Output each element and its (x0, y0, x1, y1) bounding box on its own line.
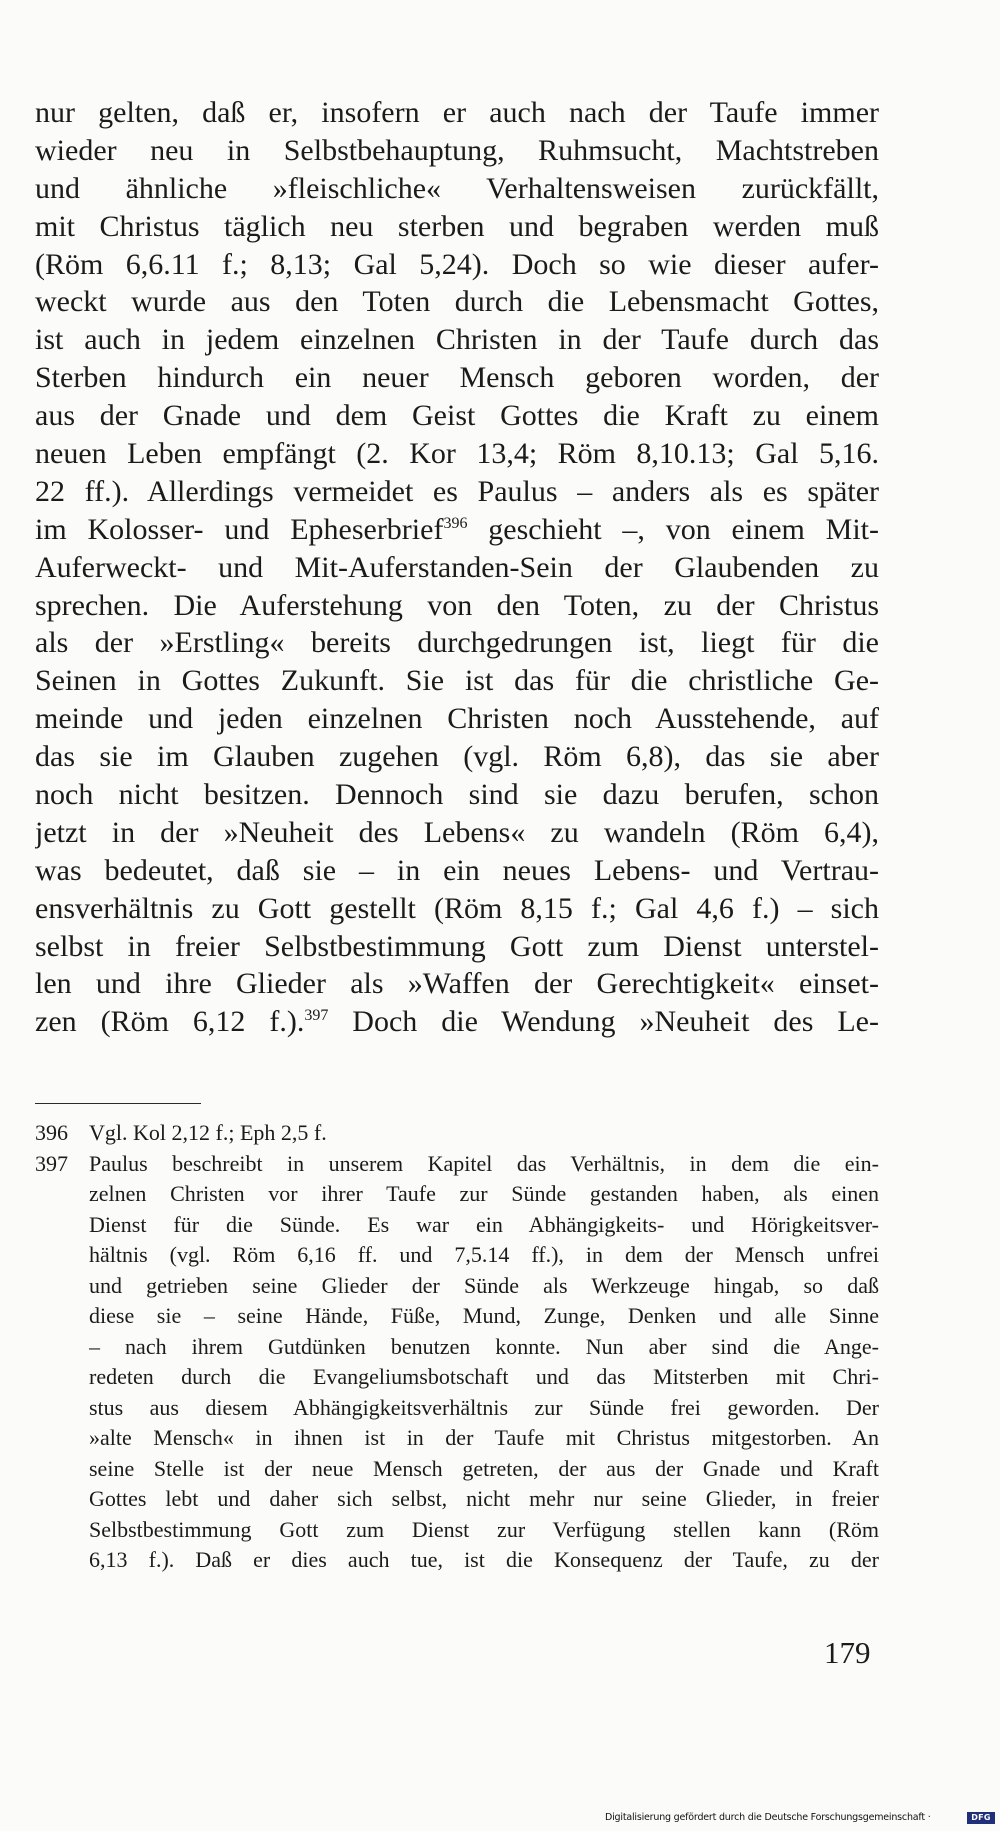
footnote-line: – nach ihrem Gutdünken benutzen konnte. Nun aber sind die Ange- (89, 1333, 879, 1359)
footnote-line: diese sie – seine Hände, Füße, Mund, Zunge, Denken und alle Sinne (89, 1303, 879, 1328)
main-text-line: wieder neu in Selbstbehauptung, Ruhmsucht, Machtstreben (35, 133, 879, 167)
main-text-line: ist auch in jedem einzelnen Christen in der Taufe durch das (35, 323, 879, 357)
main-text-line: noch nicht besitzen. Dennoch sind sie dazu berufen, schon (35, 778, 879, 812)
footnote-line: Vgl. Kol 2,12 f.; Eph 2,5 f. (89, 1120, 327, 1145)
line-text: im Kolosser- und Epheserbrief (35, 512, 444, 546)
main-text-line: Sterben hindurch ein neuer Mensch geboren worden, der (35, 361, 879, 395)
footnote-line: Gottes lebt und daher sich selbst, nicht mehr nur seine Glieder, in freier (89, 1486, 879, 1511)
footnote-line: Dienst für die Sünde. Es war ein Abhängigkeits- und Hörigkeitsver- (89, 1211, 879, 1237)
footnote-reference-396[interactable]: 396 (443, 514, 468, 532)
main-text-line: das sie im Glauben zugehen (vgl. Röm 6,8), das sie aber (35, 740, 879, 774)
main-text-line: mit Christus täglich neu sterben und begraben werden muß (35, 209, 879, 243)
footnote-number: 396 (35, 1120, 68, 1145)
main-text-line: 22 ff.). Allerdings vermeidet es Paulus – anders als es später (35, 474, 879, 508)
main-text-block (35, 94, 879, 1041)
main-text-line: Seinen in Gottes Zukunft. Sie ist das für die christliche Ge- (35, 664, 879, 698)
footnote-397 (35, 1149, 879, 1576)
main-text-line: als der »Erstling« bereits durchgedrungen ist, liegt für die (35, 626, 879, 660)
footnote-number: 397 (35, 1150, 68, 1176)
main-text-line: sprechen. Die Auferstehung von den Toten, zu der Christus (35, 588, 879, 622)
footnote-reference-397[interactable]: 397 (304, 1007, 329, 1025)
main-text-line: meinde und jeden einzelnen Christen noch Ausstehende, auf (35, 702, 879, 736)
main-text-line: aus der Gnade und dem Geist Gottes die Kraft zu einem (35, 399, 879, 433)
page-number: 179 (824, 1635, 871, 1670)
main-text-line: jetzt in der »Neuheit des Lebens« zu wandeln (Röm 6,4), (35, 815, 879, 849)
digitization-credit: Digitalisierung gefördert durch die Deutsche Forschungsgemeinschaft · (605, 1812, 931, 1823)
footnote-line: Paulus beschreibt in unserem Kapitel das Verhältnis, in dem die ein- (89, 1150, 879, 1176)
footnote-line: Selbstbestimmung Gott zum Dienst zur Verfügung stellen kann (Röm (89, 1516, 879, 1542)
footnote-line: hältnis (vgl. Röm 6,16 ff. und 7,5.14 ff.), in dem der Mensch unfrei (89, 1242, 879, 1267)
main-text-line: (Röm 6,6.11 f.; 8,13; Gal 5,24). Doch so wie dieser aufer- (35, 247, 879, 281)
footnote-line: redeten durch die Evangeliumsbotschaft und das Mitsterben mit Chri- (89, 1364, 879, 1389)
dfg-logo-icon: DFG (967, 1812, 995, 1824)
main-text-line: und ähnliche »fleischliche« Verhaltensweisen zurückfällt, (35, 171, 879, 205)
main-text-line: weckt wurde aus den Toten durch die Lebensmacht Gottes, (35, 285, 879, 319)
line-text: Doch die Wendung »Neuheit des Le- (328, 1005, 879, 1039)
footnote-line: und getrieben seine Glieder der Sünde als Werkzeuge hingab, so daß (89, 1272, 879, 1298)
main-text-line: Auferweckt- und Mit-Auferstanden-Sein der Glaubenden zu (35, 550, 879, 584)
main-text-line-with-footnote-ref (35, 1003, 879, 1041)
footnote-396 (35, 1118, 879, 1149)
footnote-line: seine Stelle ist der neue Mensch getreten, der aus der Gnade und Kraft (89, 1455, 879, 1481)
footnote-line: »alte Mensch« in ihnen ist in der Taufe mit Christus mitgestorben. An (89, 1425, 879, 1450)
main-text-line-with-footnote-ref (35, 511, 879, 549)
main-text-line: nur gelten, daß er, insofern er auch nach der Taufe immer (35, 96, 879, 129)
main-text-line: was bedeutet, daß sie – in ein neues Lebens- und Vertrau- (35, 853, 879, 887)
main-text-line: ensverhältnis zu Gott gestellt (Röm 8,15 f.; Gal 4,6 f.) – sich (35, 891, 879, 925)
main-text-line: neuen Leben empfängt (2. Kor 13,4; Röm 8,10.13; Gal 5,16. (35, 437, 879, 471)
footnote-separator-rule (35, 1103, 201, 1104)
main-text-line: selbst in freier Selbstbestimmung Gott zum Dienst unterstel- (35, 929, 879, 963)
footnote-line: 6,13 f.). Daß er dies auch tue, ist die Konsequenz der Taufe, zu der (89, 1547, 879, 1572)
footnote-line: stus aus diesem Abhängigkeitsverhältnis zur Sünde frei geworden. Der (89, 1394, 879, 1420)
footnotes-block (35, 1118, 879, 1576)
line-text: geschieht –, von einem Mit- (467, 512, 879, 546)
line-text: zen (Röm 6,12 f.). (35, 1005, 305, 1039)
footnote-line: zelnen Christen vor ihrer Taufe zur Sünde gestanden haben, als einen (89, 1181, 879, 1206)
main-text-line: len und ihre Glieder als »Waffen der Gerechtigkeit« einset- (35, 967, 879, 1001)
